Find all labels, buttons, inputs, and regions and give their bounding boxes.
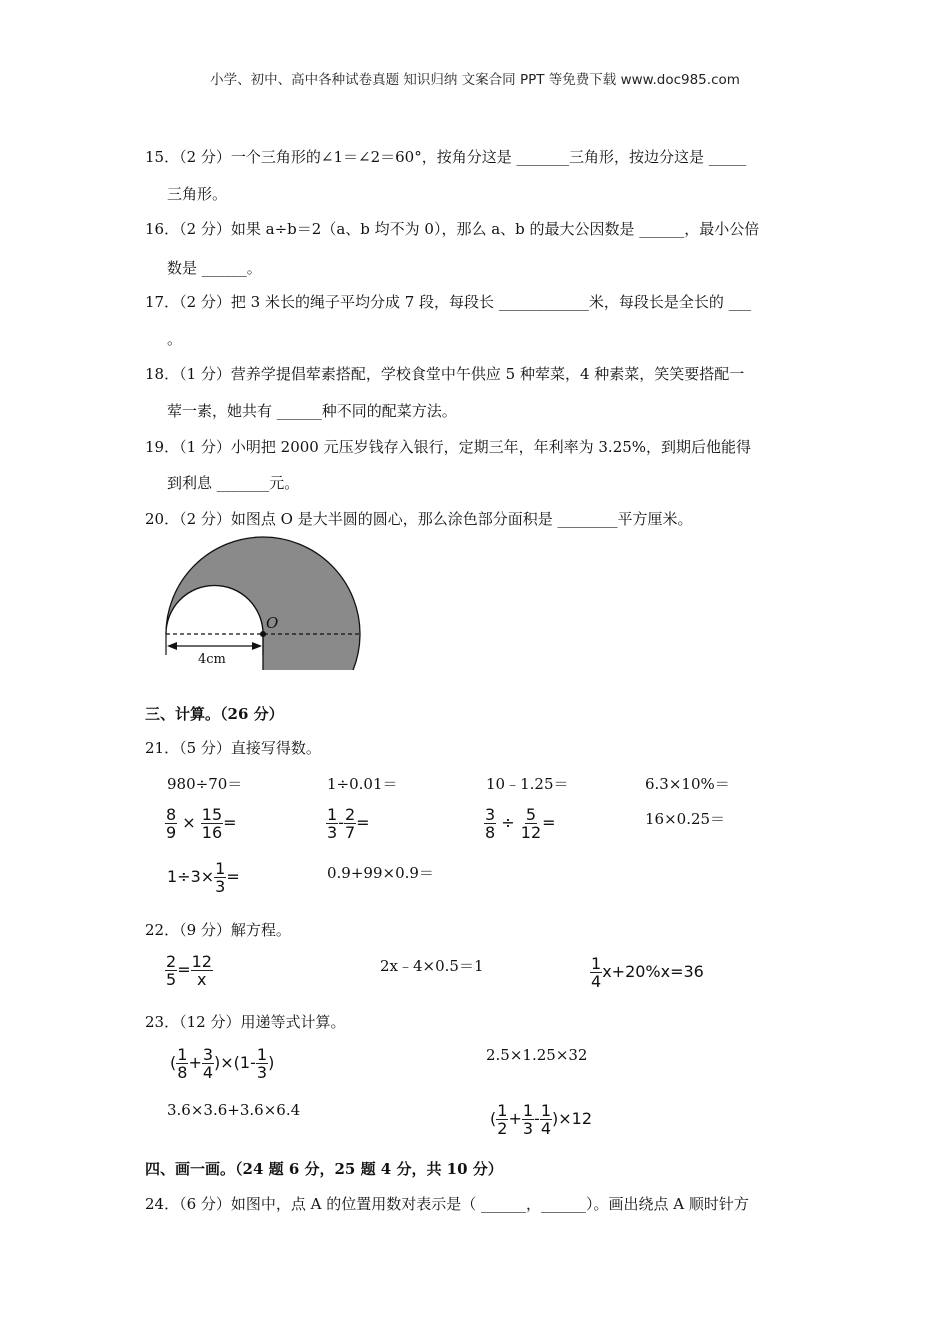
compute-1: ( $\frac{1}{8}$ + $\frac{3}{4}$ )×(1- $\frac{1}{3}$ ) [170,1045,275,1082]
calc-frac-1: $\frac{8}{9}$ × $\frac{15}{16}$ = [166,805,237,842]
compute-4: ( $\frac{1}{2}$ + $\frac{1}{3}$ - $\frac{1}{4}$ )×12 [490,1101,593,1138]
calc-frac-2: $\frac{1}{3}$ - $\frac{2}{7}$ = [327,805,370,842]
question-15-cont: 三角形。 [167,185,228,203]
calc-frac-3: $\frac{3}{8}$ ÷ $\frac{5}{12}$ = [485,805,556,842]
question-19: 19．（1 分）小明把 2000 元压岁钱存入银行，定期三年，年利率为 3.25%，到期后他能得 [145,438,752,456]
semicircle-figure [160,535,370,670]
question-18: 18．（1 分）营养学提倡荤素搭配，学校食堂中午供应 5 种荤菜，4 种素菜，笑笑要搭配一 [145,365,745,383]
calc-1: 980÷70＝ [167,775,243,793]
question-24: 24．（6 分）如图中，点 A 的位置用数对表示是（ ______，______）。画出绕点 A 顺时针方 [145,1195,749,1213]
question-15: 15．（2 分）一个三角形的∠1＝∠2＝60°，按角分这是 _______三角形，按边分这是 _____ [145,148,747,166]
compute-3: 3.6×3.6+3.6×6.4 [167,1101,301,1119]
section3-title: 三、计算。（26 分） [145,705,284,723]
question-18-cont: 荤一素，她共有 ______种不同的配菜方法。 [167,402,457,420]
calc-6: 0.9+99×0.9＝ [327,864,434,882]
calc-2: 1÷0.01＝ [327,775,398,793]
question-17-cont: 。 [167,330,183,348]
question-22: 22．（9 分）解方程。 [145,921,291,939]
question-20: 20．（2 分）如图点 O 是大半圆的圆心，那么涂色部分面积是 ________平方厘米。 [145,510,693,528]
question-17: 17．（2 分）把 3 米长的绳子平均分成 7 段，每段长 ____________米，每段长是全长的 ___ [145,293,752,311]
label-o: O [266,614,279,632]
calc-4: 6.3×10%＝ [645,775,730,793]
equation-3: $\frac{1}{4}$ x+20%x=36 [591,954,704,991]
question-16-cont: 数是 ______。 [167,259,262,277]
compute-2: 2.5×1.25×32 [486,1046,588,1064]
question-23: 23．（12 分）用递等式计算。 [145,1013,346,1031]
calc-3: 10﹣1.25＝ [486,775,569,793]
question-21: 21．（5 分）直接写得数。 [145,739,321,757]
section4-title: 四、画一画。（24 题 6 分，25 题 4 分，共 10 分） [145,1160,503,1178]
calc-5: 16×0.25＝ [645,810,726,828]
calc-frac-4: 1÷3× $\frac{1}{3}$ = [167,859,240,896]
equation-1: $\frac{2}{5}$ = $\frac{12}{x}$ [166,952,212,989]
label-4cm: 4cm [198,652,226,667]
question-19-cont: 到利息 _______元。 [167,474,300,492]
question-16: 16．（2 分）如果 a÷b＝2（a、b 均不为 0），那么 a、b 的最大公因数是 ______，最小公倍 [145,220,760,238]
page-header: 小学、初中、高中各种试卷真题 知识归纳 文案合同 PPT 等免费下载 www.doc985.com [210,72,740,88]
equation-2: 2x﹣4×0.5＝1 [380,957,484,975]
